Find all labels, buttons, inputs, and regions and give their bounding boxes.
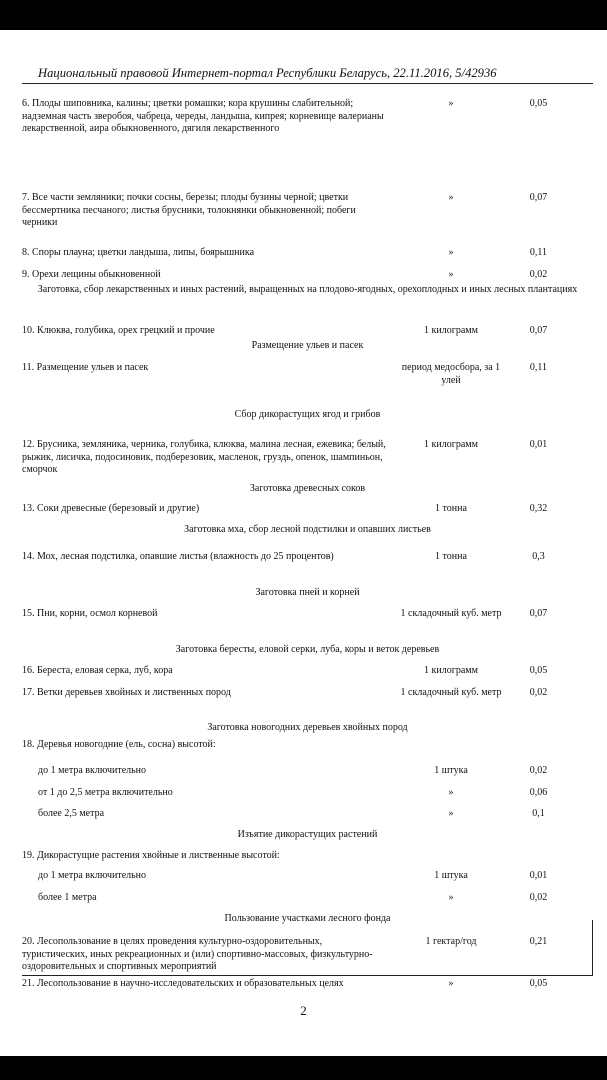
item-unit: 1 штука [434, 765, 468, 776]
item-rate: 0,07 [529, 325, 548, 336]
page-number: 2 [300, 1003, 307, 1018]
item-rate: 0,1 [532, 808, 545, 819]
item-rate: 0,11 [529, 247, 548, 258]
section-heading: Размещение ульев и пасек [251, 340, 364, 351]
item-rate: 0,02 [529, 687, 548, 698]
document-header: Национальный правовой Интернет-портал Республики Беларусь, 22.11.2016, 5/42936 [38, 66, 497, 80]
item-name: от 1 до 2,5 метра включительно [38, 787, 173, 798]
item-rate: 0,06 [529, 787, 548, 798]
item-rate: 0,21 [529, 936, 548, 947]
item-rate: 0,05 [529, 978, 548, 989]
item-unit: период медосбора, за 1 улей [401, 362, 501, 386]
item-name: 12. Брусника, земляника, черника, голубика, клюква, малина лесная, ежевика; белый, рыжик, лисичка, подосиновик, подберезовик, масленок, груздь, опенок, шампиньон, сморчок [22, 439, 386, 475]
item-name: 8. Споры плауна; цветки ландыша, липы, боярышника [22, 247, 255, 258]
item-rate: 0,3 [532, 551, 545, 562]
document-page [0, 30, 607, 1056]
item-rate: 0,05 [529, 98, 548, 109]
item-name: до 1 метра включительно [38, 765, 147, 776]
item-unit: 1 штука [434, 870, 468, 881]
item-unit: » [448, 247, 454, 258]
section-heading: Изъятие дикорастущих растений [237, 829, 378, 840]
section-heading: Сбор дикорастущих ягод и грибов [234, 409, 381, 420]
item-name: 16. Береста, еловая серка, луб, кора [22, 665, 173, 676]
header-rule [22, 83, 593, 84]
item-unit: » [448, 269, 454, 280]
section-heading: Заготовка древесных соков [249, 483, 366, 494]
table-right-rule [592, 920, 593, 976]
item-unit: 1 гектар/год [425, 936, 477, 947]
item-unit: » [448, 787, 454, 798]
item-rate: 0,32 [529, 503, 548, 514]
item-name: 6. Плоды шиповника, калины; цветки ромашки; кора крушины слабительной; надземная часть зверобоя, чабреца, череды, ландыша, кипрея; корневище валерианы лекарственной, аира обыкновенного, дягиля лекарственного [22, 98, 384, 134]
item-unit: » [448, 192, 454, 203]
item-name: до 1 метра включительно [38, 870, 147, 881]
item-name: 19. Дикорастущие растения хвойные и лиственные высотой: [22, 850, 280, 861]
section-heading: Заготовка, сбор лекарственных и иных растений, выращенных на плодово-ягодных, орехоплодных и иных лесных плантациях [37, 284, 578, 295]
item-name: 20. Лесопользование в целях проведения культурно-оздоровительных, туристических, иных рекреационных и (или) спортивно-массовых, физкультурно-оздоровительных и спортивных мероприятий [22, 936, 373, 972]
item-rate: 0,07 [529, 608, 548, 619]
item-name: 13. Соки древесные (березовый и другие) [22, 503, 200, 514]
item-rate: 0,01 [529, 870, 548, 881]
item-unit: 1 килограмм [424, 325, 478, 336]
item-name: 14. Мох, лесная подстилка, опавшие листья (влажность до 25 процентов) [22, 551, 334, 562]
section-heading: Заготовка бересты, еловой серки, луба, коры и веток деревьев [175, 644, 440, 655]
item-name: 11. Размещение ульев и пасек [22, 362, 149, 373]
item-name: 7. Все части земляники; почки сосны, березы; плоды бузины черной; цветки бессмертника песчаного; листья брусники, толокнянки обыкновенной; побеги черники [22, 192, 356, 228]
item-rate: 0,02 [529, 765, 548, 776]
item-unit: » [448, 892, 454, 903]
item-unit: » [448, 978, 454, 989]
item-unit: 1 килограмм [424, 665, 478, 676]
item-name: 15. Пни, корни, осмол корневой [22, 608, 158, 619]
item-rate: 0,05 [529, 665, 548, 676]
item-rate: 0,02 [529, 892, 548, 903]
item-name: 21. Лесопользование в научно-исследовательских и образовательных целях [22, 978, 344, 989]
item-unit: » [448, 808, 454, 819]
item-unit: 1 килограмм [424, 439, 478, 450]
item-rate: 0,11 [529, 362, 548, 373]
section-heading: Заготовка пней и корней [255, 587, 360, 598]
item-unit: 1 тонна [435, 551, 467, 562]
item-rate: 0,02 [529, 269, 548, 280]
item-unit: 1 складочный куб. метр [400, 687, 502, 698]
item-rate: 0,01 [529, 439, 548, 450]
section-heading: Заготовка новогодних деревьев хвойных пород [207, 722, 408, 733]
item-unit: 1 складочный куб. метр [400, 608, 502, 619]
item-name: 10. Клюква, голубика, орех грецкий и прочие [22, 325, 215, 336]
item-unit: » [448, 98, 454, 109]
item-rate: 0,07 [529, 192, 548, 203]
item-unit: 1 тонна [435, 503, 467, 514]
section-heading: Пользование участками лесного фонда [224, 913, 391, 924]
item-name: 17. Ветки деревьев хвойных и лиственных пород [22, 687, 231, 698]
item-name: 9. Орехи лещины обыкновенной [22, 269, 161, 280]
item-name: 18. Деревья новогодние (ель, сосна) высотой: [22, 739, 216, 750]
table-bottom-rule [22, 975, 593, 976]
section-heading: Заготовка мха, сбор лесной подстилки и опавших листьев [184, 524, 431, 535]
item-name: более 2,5 метра [38, 808, 105, 819]
item-name: более 1 метра [38, 892, 97, 903]
